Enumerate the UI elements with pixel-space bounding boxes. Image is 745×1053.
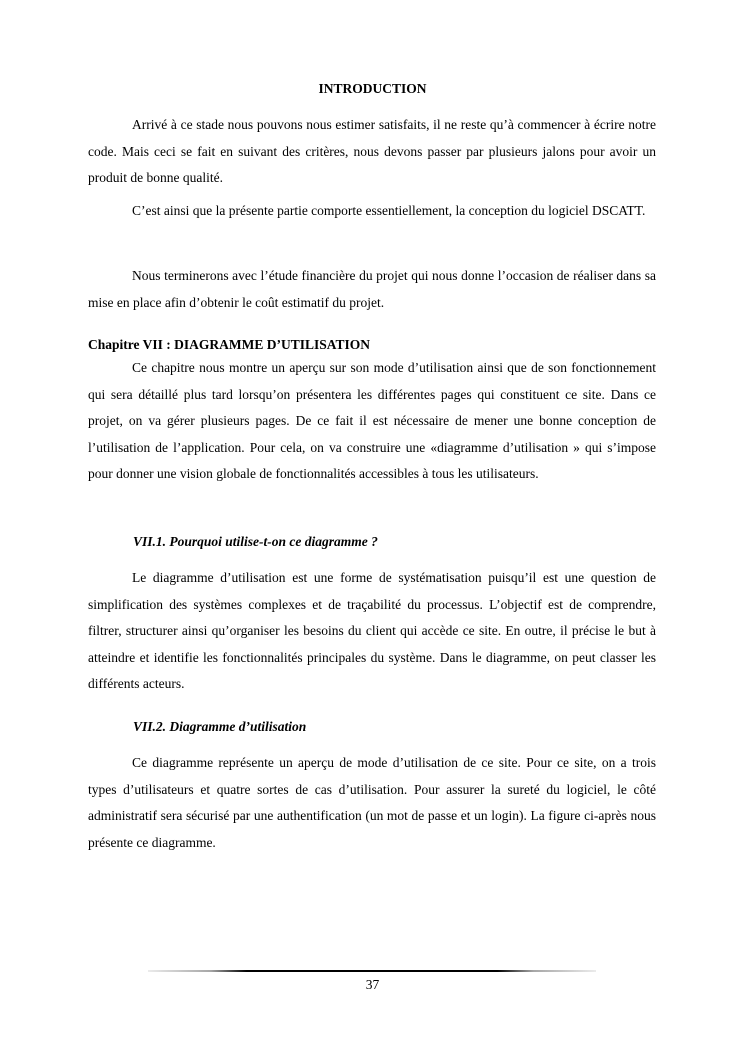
- chapter-paragraph: Ce chapitre nous montre un aperçu sur son mode d’utilisation ainsi que de son fonctionnement qui sera détaillé plus tard lorsqu’on présentera les différentes pages qui constituent ce site. Dans ce projet, on va gérer plusieurs pages. De ce fait il est nécessaire de mener une bonne conception de l’utilisation de l’application. Pour cela, on va construire une «diagramme d’utilisation » qui s’impose pour donner une vision globale de fonctionnalités accessibles à tous les utilisateurs.: [88, 360, 656, 481]
- intro-paragraph-2: C’est ainsi que la présente partie comporte essentiellement, la conception du logiciel DSCATT.: [132, 203, 646, 218]
- intro-paragraph-3: Nous terminerons avec l’étude financière du projet qui nous donne l’occasion de réaliser dans sa mise en place afin d’obtenir le coût estimatif du projet.: [88, 268, 656, 310]
- intro-paragraph-1: Arrivé à ce stade nous pouvons nous estimer satisfaits, il ne reste qu’à commencer à écrire notre code. Mais ceci se fait en suivant des critères, nous devons passer par plusieurs jalons pour avoir un produit de bonne qualité.: [88, 117, 656, 185]
- chapter-heading: Chapitre VII : DIAGRAMME D’UTILISATION: [88, 337, 371, 352]
- section-paragraph-1: Le diagramme d’utilisation est une forme de systématisation puisqu’il est une question de simplification des systèmes complexes et de traçabilité du processus. L’objectif est de comprendre, filtrer, structurer ainsi qu’organiser les besoins du client qui accède ce site. En outre, il précise le but à atteindre et identifie les fonctionnalités principales du système. Dans le diagramme, on peut classer les différents acteurs.: [88, 570, 656, 691]
- page-number: 37: [365, 977, 380, 992]
- page-title: INTRODUCTION: [318, 81, 427, 96]
- section-heading-2: VII.2. Diagramme d’utilisation: [133, 719, 307, 734]
- section-heading-1: VII.1. Pourquoi utilise-t-on ce diagramme ?: [133, 534, 378, 549]
- section-paragraph-2: Ce diagramme représente un aperçu de mode d’utilisation de ce site. Pour ce site, on a trois types d’utilisateurs et quatre sortes de cas d’utilisation. Pour assurer la sureté du logiciel, le côté administratif sera sécurisé par une authentification (un mot de passe et un login). La figure ci-après nous présente ce diagramme.: [88, 755, 656, 850]
- footer-divider: [148, 970, 596, 972]
